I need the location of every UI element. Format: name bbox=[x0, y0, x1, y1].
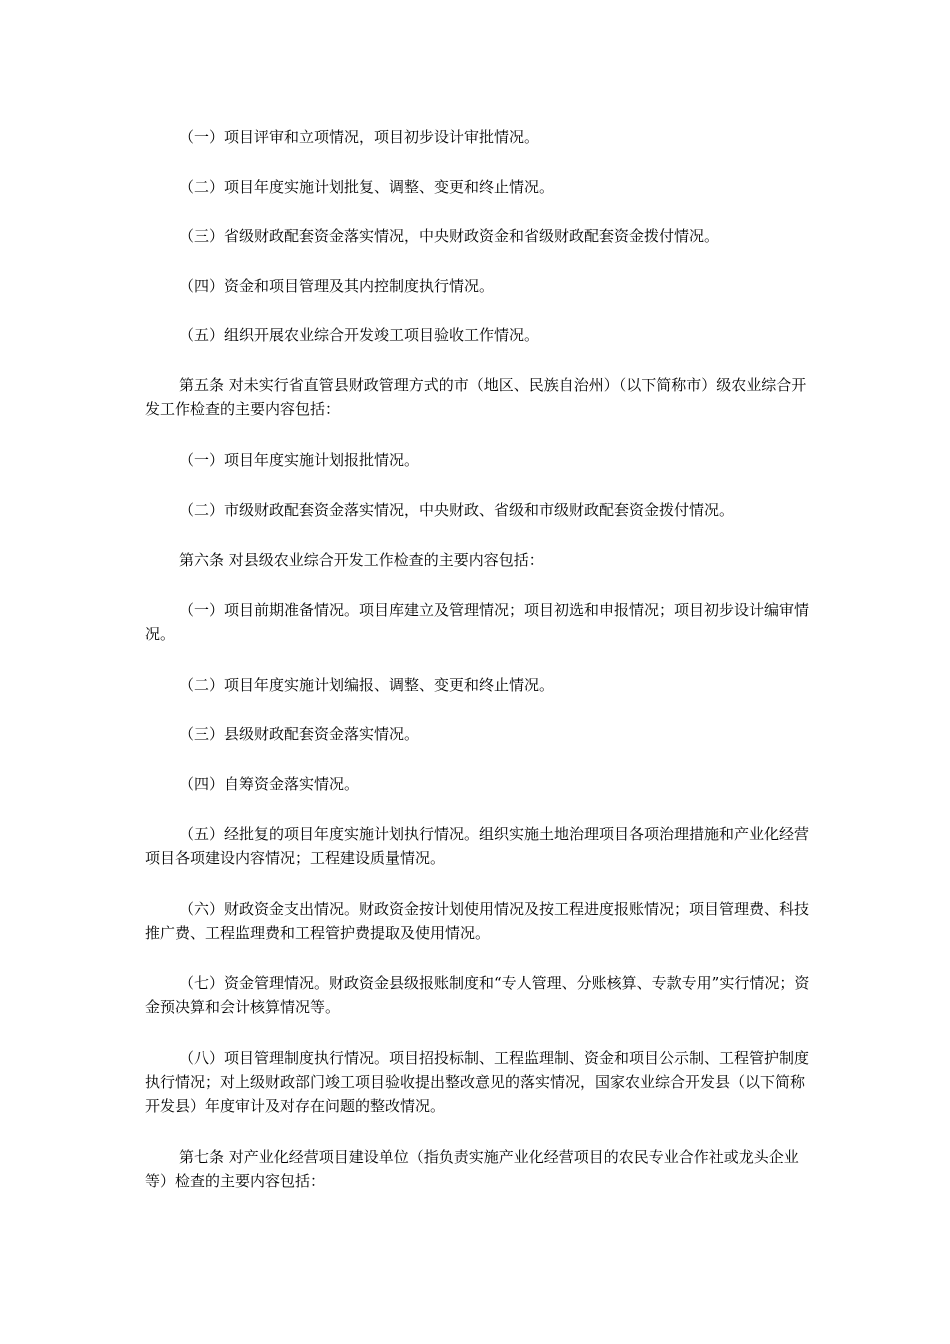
paragraph: （七）资金管理情况。财政资金县级报账制度和“专人管理、分账核算、专款专用”实行情况；资金预决算和会计核算情况等。 bbox=[145, 974, 810, 1016]
paragraph: （二）市级财政配套资金落实情况，中央财政、省级和市级财政配套资金拨付情况。 bbox=[179, 501, 735, 519]
paragraph: （二）项目年度实施计划批复、调整、变更和终止情况。 bbox=[179, 178, 555, 196]
paragraph: （二）项目年度实施计划编报、调整、变更和终止情况。 bbox=[179, 676, 555, 694]
paragraph: （一）项目年度实施计划报批情况。 bbox=[179, 451, 420, 469]
paragraph: （一）项目评审和立项情况，项目初步设计审批情况。 bbox=[179, 128, 540, 146]
paragraph: （六）财政资金支出情况。财政资金按计划使用情况及按工程进度报账情况；项目管理费、科技推广费、工程监理费和工程管护费提取及使用情况。 bbox=[145, 900, 810, 942]
article-heading-paragraph: 第七条 对产业化经营项目建设单位（指负责实施产业化经营项目的农民专业合作社或龙头企业等）检查的主要内容包括： bbox=[145, 1148, 799, 1190]
paragraph: （五）经批复的项目年度实施计划执行情况。组织实施土地治理项目各项治理措施和产业化经营项目各项建设内容情况；工程建设质量情况。 bbox=[145, 825, 810, 867]
paragraph: （三）省级财政配套资金落实情况，中央财政资金和省级财政配套资金拨付情况。 bbox=[179, 227, 720, 245]
article-heading-paragraph: 第六条 对县级农业综合开发工作检查的主要内容包括： bbox=[179, 551, 544, 569]
paragraph: （四）自筹资金落实情况。 bbox=[179, 775, 360, 793]
paragraph: （四）资金和项目管理及其内控制度执行情况。 bbox=[179, 277, 495, 295]
paragraph: （五）组织开展农业综合开发竣工项目验收工作情况。 bbox=[179, 326, 540, 344]
article-heading-paragraph: 第五条 对未实行省直管县财政管理方式的市（地区、民族自治州）（以下简称市）级农业综合开发工作检查的主要内容包括： bbox=[145, 376, 807, 418]
paragraph: （三）县级财政配套资金落实情况。 bbox=[179, 725, 420, 743]
paragraph: （一）项目前期准备情况。项目库建立及管理情况；项目初选和申报情况；项目初步设计编审情况。 bbox=[145, 601, 810, 643]
paragraph: （八）项目管理制度执行情况。项目招投标制、工程监理制、资金和项目公示制、工程管护制度执行情况；对上级财政部门竣工项目验收提出整改意见的落实情况，国家农业综合开发县（以下简称开发县）年度审计及对存在问题的整改情况。 bbox=[145, 1049, 810, 1115]
